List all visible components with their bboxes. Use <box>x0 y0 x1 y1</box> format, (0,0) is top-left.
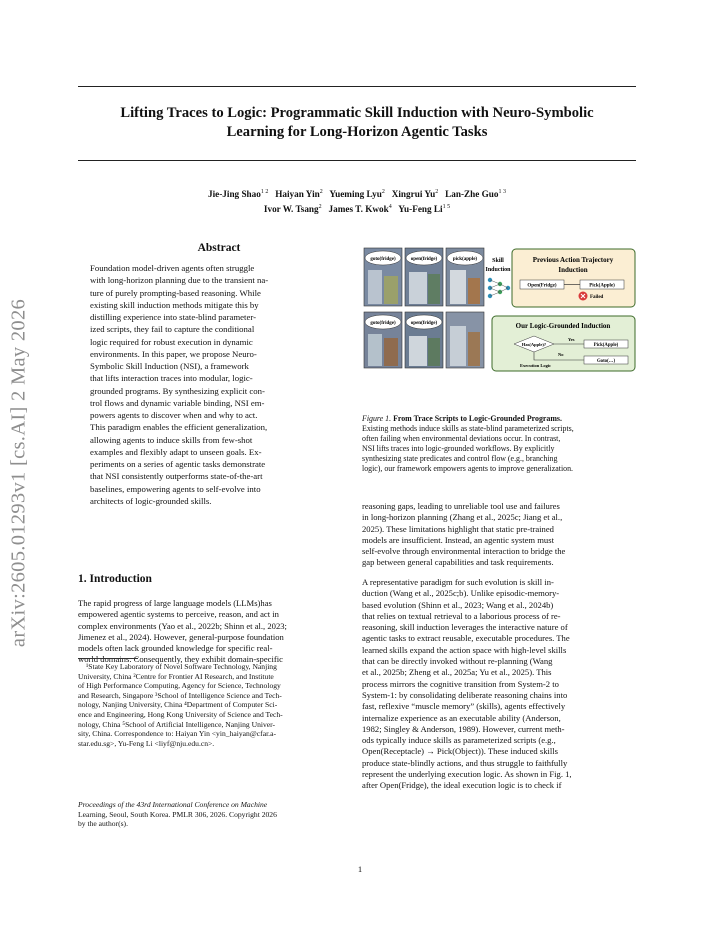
author-name: Xingrui Yu <box>391 189 436 200</box>
no-label: No <box>558 352 564 357</box>
body-line: System-1: by consolidating deliberate reasoning chains into <box>362 689 568 700</box>
decision-label: Has(Apple)? <box>521 342 547 347</box>
goto-label: Goto(…) <box>596 359 616 364</box>
intro-line: The rapid progress of large language models (LLMs)has <box>78 598 272 608</box>
trajectory-panel <box>405 248 443 306</box>
abstract-line: distilling experience into state-blind parameter- <box>90 312 257 322</box>
abstract-line: environments. In this paper, we propose Neuro- <box>90 348 257 359</box>
author-name: James T. Kwok <box>328 203 389 214</box>
body-line: self-evolve through environmental interaction to bridge the <box>362 546 566 557</box>
body-line: internalize experience as an executable ability (Anderson, <box>362 712 561 723</box>
author-list <box>78 186 636 215</box>
right-paragraph-2 <box>362 577 637 792</box>
caption-line: often failing when environmental deviations occur. In contrast, <box>362 434 561 444</box>
author-affiliation: 2 <box>381 189 385 195</box>
author-name: Ivor W. Tsang <box>263 203 319 214</box>
author-affiliation: 2 <box>319 189 323 195</box>
right-paragraph-1 <box>362 501 637 569</box>
footnote-line: nology, Nanjing University, China ⁴Department of Computer Sci- <box>78 700 278 710</box>
previous-method-title-line-1: Previous Action Trajectory <box>532 256 614 264</box>
caption-title: From Trace Scripts to Logic-Grounded Programs. <box>393 414 562 423</box>
caption-line: Existing methods induce skills as state-blind parameterized scripts, <box>362 424 574 434</box>
footnote-line: star.edu.sg>, Yu-Feng Li <liyf@nju.edu.cn>. <box>78 738 215 748</box>
caption-line: NSI lifts traces into logic-grounded workflows. By explicitly <box>362 444 555 454</box>
trajectory-panel <box>364 312 402 368</box>
abstract-line: architects of logic-grounded skills. <box>90 495 212 506</box>
figure-1-caption <box>362 414 637 475</box>
section-heading-introduction: 1. Introduction <box>78 573 152 585</box>
intro-line: complex environments (Yao et al., 2022b; Shinn et al., 2023; <box>78 620 287 631</box>
intro-line: empowered agentic systems to perceive, reason, and act in <box>78 609 279 620</box>
panel-label: pick(apple) <box>452 257 478 262</box>
body-line: that relies on textual retrieval to a laborious process of re- <box>362 610 561 621</box>
failed-label: Failed <box>590 295 604 300</box>
footnote-line: nology, China ⁵School of Artificial Intelligence, Nanjing Univer- <box>78 719 276 729</box>
caption-figure-number: Figure 1. <box>362 414 392 423</box>
abstract-line: examples and flexibly adapt to unseen goals. Ex- <box>90 446 262 457</box>
skill-label-line-1: Skill <box>492 258 504 264</box>
panel-label: open(fridge) <box>410 257 438 262</box>
body-line: agentic tasks to extract reusable, executable procedures. The <box>362 633 570 644</box>
prev-step-1: Open(Fridge) <box>527 283 557 289</box>
body-line: duction (Wang et al., 2025c;b). Unlike episodic-memory- <box>362 588 560 599</box>
body-line: et al., 2025b; Zheng et al., 2025a; Yu et al., 2025). This <box>362 667 552 678</box>
body-line: Open(Receptacle) → Pick(Object)). These induced skills <box>362 746 558 757</box>
footnote-line: sity, China. Correspondence to: Haiyan Yin <yin_haiyan@cfar.a- <box>78 729 276 739</box>
footnote-rule <box>78 658 138 659</box>
intro-line: models often lack grounded knowledge for specific real- <box>78 643 273 654</box>
abstract-line: This paradigm enables the efficient generalization, <box>90 422 268 433</box>
body-line: reasoning gaps, leading to unreliable tool use and failures <box>362 501 560 511</box>
body-line: based evolution (Shinn et al., 2023; Wang et al., 2024b) <box>362 599 554 610</box>
abstract-heading: Abstract <box>197 242 241 254</box>
caption-line: logic), our framework empowers agents to improve generalization. <box>362 464 574 474</box>
body-line: reasoning, skill induction leverages the interactive nature of <box>362 622 568 633</box>
yes-label: Yes <box>568 337 575 342</box>
body-line: in long-horizon planning (Zhang et al., 2025c; Jiang et al., <box>362 512 563 523</box>
abstract-line: with long-horizon planning due to the transient na- <box>90 275 269 286</box>
network-icon <box>488 278 510 298</box>
body-line: learned skills expand the action space with high-level skills <box>362 644 567 655</box>
figure-1-diagram <box>362 246 637 404</box>
abstract-line: allowing agents to induce skills from few-shot <box>90 434 253 445</box>
trajectory-panel <box>446 248 484 306</box>
body-line: 2025). These limitations highlight that static pre-trained <box>362 523 554 534</box>
abstract-body <box>90 262 349 507</box>
author-line-2 <box>78 201 636 216</box>
arxiv-watermark-text: arXiv:2605.01293v1 [cs.AI] 2 May 2026 <box>7 298 30 648</box>
abstract-line: Symbolic Skill Induction (NSI), a framework <box>90 361 249 371</box>
proceedings-line: Proceedings of the 43rd International Conference on Machine <box>78 800 268 809</box>
proceedings-line: Learning, Seoul, South Korea. PMLR 306, 2026. Copyright 2026 <box>78 809 277 819</box>
figure-1 <box>362 246 637 404</box>
body-line: 1982; Singley & Anderson, 1989). However, current meth- <box>362 723 565 734</box>
body-line: produce state-blindly actions, and thus struggle to faithfully <box>362 757 568 768</box>
skill-label-line-2: Induction <box>485 267 511 273</box>
abstract-line: ture of purely prompting-based reasoning. While <box>90 287 261 298</box>
abstract-line: grounded programs. By synthesizing explicit con- <box>90 385 265 396</box>
intro-line: world domains. Consequently, they exhibit domain-specific <box>78 654 283 665</box>
body-line: models are insufficient. Instead, an agentic system must <box>362 534 554 545</box>
author-affiliation: 1 5 <box>442 203 451 210</box>
panel-label: goto(fridge) <box>370 321 396 326</box>
author-name: Jie-Jing Shao <box>208 189 261 200</box>
intro-paragraph <box>78 598 359 666</box>
abstract-line: periments on a series of agentic tasks demonstrate <box>90 459 266 469</box>
footnote-line: and Research, Singapore ³School of Intelligence Science and Tech- <box>78 690 282 700</box>
previous-method-title-line-2: Induction <box>558 266 588 274</box>
author-name: Lan-Zhe Guo <box>445 189 499 200</box>
body-line: that can be directly invoked without re-planning (Wang <box>362 656 553 667</box>
proceedings-line: by the author(s). <box>78 819 128 829</box>
body-line: A representative paradigm for such evolution is skill in- <box>362 577 554 587</box>
proceedings-note <box>78 800 359 829</box>
empty-trajectory-panel <box>446 312 484 368</box>
footnote-line: ¹State Key Laboratory of Novel Software Technology, Nanjing <box>86 662 277 671</box>
author-affiliation: 2 <box>318 203 322 210</box>
abstract-line: baselines, empowering agents to self-evolve into <box>90 483 261 494</box>
panel-label: goto(fridge) <box>370 257 396 262</box>
our-method-title: Our Logic-Grounded Induction <box>515 322 611 330</box>
author-affiliation: 4 <box>388 203 392 210</box>
abstract-line: that lifts interaction traces into modular, logic- <box>90 373 253 384</box>
abstract-line: trol flows and dynamic variable binding, NSI em- <box>90 397 265 408</box>
title-line-2: Learning for Long-Horizon Agentic Tasks <box>226 124 488 140</box>
title-line-1: Lifting Traces to Logic: Programmatic Skill Induction with Neuro-Symbolic <box>120 105 594 121</box>
caption-line: synthesizing state predicates and control flow (e.g., branching <box>362 454 558 464</box>
trajectory-panel <box>364 248 402 306</box>
trajectory-panel <box>405 312 443 368</box>
top-rule <box>78 86 636 87</box>
page-number: 1 <box>357 864 363 874</box>
author-affiliation: 2 <box>435 189 439 195</box>
caption-line <box>362 414 637 424</box>
body-line: gap between general capabilities and task requirements. <box>362 557 554 568</box>
author-affiliation: 1 3 <box>498 189 506 195</box>
footnote-line: of High Performance Computing, Agency for Science, Technology <box>78 681 281 691</box>
title-bottom-rule <box>78 160 636 161</box>
abstract-line: logic required for robust execution in dynamic <box>90 336 253 347</box>
panel-label: open(fridge) <box>410 321 438 326</box>
abstract-line: Foundation model-driven agents often struggle <box>90 263 255 273</box>
author-affiliation: 1 2 <box>260 189 269 195</box>
abstract-line: that NSI consistently outperforms state-of-the-art <box>90 471 263 482</box>
author-name: Yu-Feng Li <box>398 203 443 214</box>
abstract-line: ized scripts, they fail to capture the conditional <box>90 324 255 335</box>
intro-line: Jimenez et al., 2024). However, general-purpose foundation <box>78 631 284 642</box>
footnote-line: ence and Engineering, Hong Kong University of Science and Tech- <box>78 709 283 719</box>
author-line-1 <box>78 186 636 201</box>
affiliations-footnote <box>78 662 359 748</box>
pick-label: Pick(Apple) <box>593 343 619 348</box>
body-line: represent the underlying execution logic. As shown in Fig. 1, <box>362 769 572 780</box>
author-name: Haiyan Yin <box>275 189 320 200</box>
body-line: ods typically induce skills as parameterized scripts (e.g., <box>362 735 556 746</box>
abstract-line: existing skill induction methods mitigate this by <box>90 299 259 310</box>
paper-title <box>78 104 636 142</box>
body-line: after Open(Fridge), the ideal execution logic is to check if <box>362 780 562 791</box>
abstract-line: powers agents to discover when and why to act. <box>90 410 258 420</box>
execution-logic-label: Execution Logic <box>520 363 552 368</box>
body-line: process mirrors the cognitive transition from System-2 to <box>362 678 559 689</box>
body-line: fast, reflexive “muscle memory” (skills), agents effectively <box>362 701 566 712</box>
footnote-line: University, China ²Centre for Frontier AI Research, and Institute <box>78 671 274 681</box>
author-name: Yueming Lyu <box>329 189 382 200</box>
arxiv-watermark <box>6 258 32 688</box>
prev-step-2: Pick(Apple) <box>589 283 615 289</box>
